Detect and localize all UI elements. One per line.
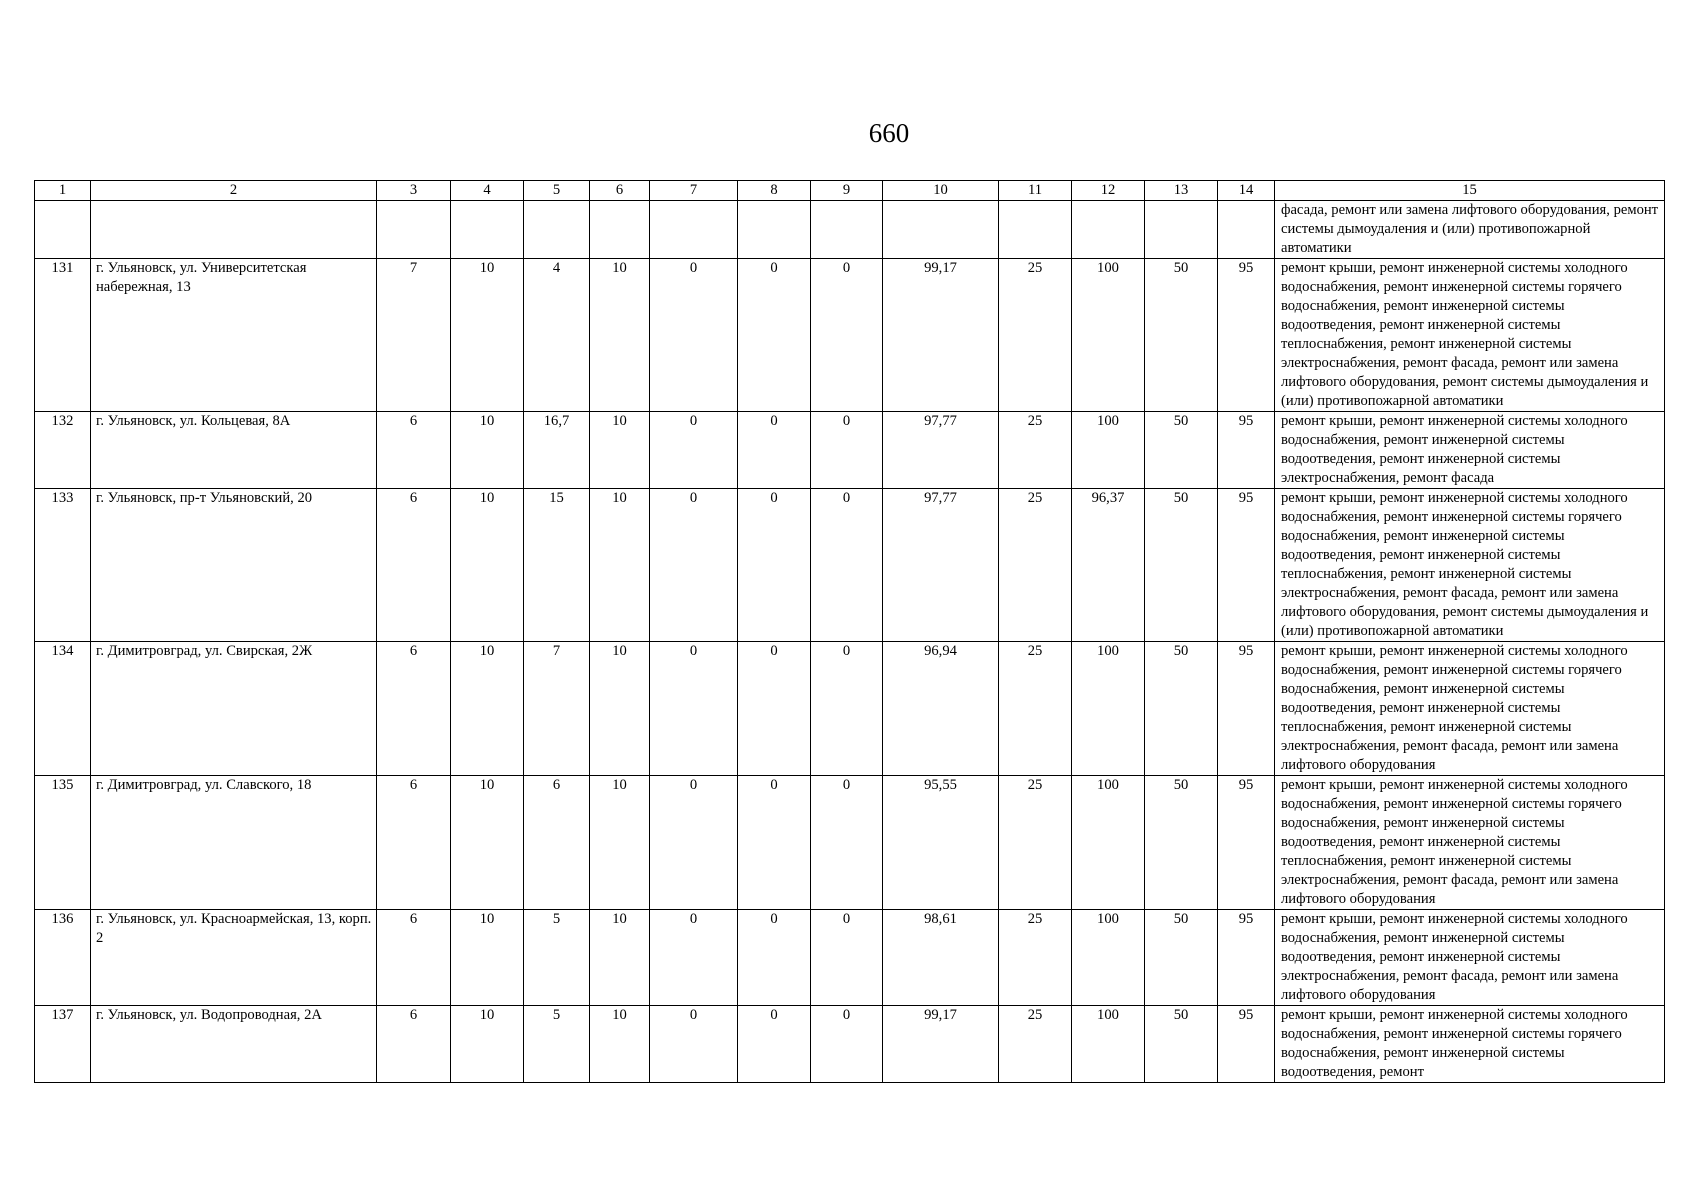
- works-cell: фасада, ремонт или замена лифтового оборудования, ремонт системы дымоудаления и (или) противопожарной автоматики: [1275, 201, 1665, 259]
- column-header: 3: [377, 181, 451, 201]
- value-cell-8: 0: [738, 489, 811, 642]
- value-cell-8: 0: [738, 412, 811, 489]
- address-cell: г. Ульяновск, ул. Кольцевая, 8А: [91, 412, 377, 489]
- value-cell-12: 100: [1072, 1006, 1145, 1083]
- value-cell-4: 10: [451, 1006, 524, 1083]
- value-cell-4: 10: [451, 776, 524, 910]
- row-number-cell: 133: [35, 489, 91, 642]
- table-row: [35, 642, 1665, 776]
- value-cell-7: 0: [650, 776, 738, 910]
- value-cell-8: 0: [738, 642, 811, 776]
- address-cell: г. Димитровград, ул. Свирская, 2Ж: [91, 642, 377, 776]
- value-cell-4: 10: [451, 259, 524, 412]
- value-cell-13: 50: [1145, 412, 1218, 489]
- value-cell-4: 10: [451, 642, 524, 776]
- value-cell-10: 99,17: [883, 1006, 999, 1083]
- works-cell: ремонт крыши, ремонт инженерной системы холодного водоснабжения, ремонт инженерной системы горячего водоснабжения, ремонт инженерной системы водоотведения, ремонт: [1275, 1006, 1665, 1083]
- value-cell-12: 100: [1072, 412, 1145, 489]
- column-header: 8: [738, 181, 811, 201]
- value-cell-14: 95: [1218, 412, 1275, 489]
- table-row: [35, 489, 1665, 642]
- row-number-cell: 136: [35, 910, 91, 1006]
- value-cell-14: 95: [1218, 1006, 1275, 1083]
- value-cell-11: 25: [999, 910, 1072, 1006]
- column-header: 6: [590, 181, 650, 201]
- value-cell-6: 10: [590, 1006, 650, 1083]
- value-cell-8: 0: [738, 259, 811, 412]
- column-number-row: [35, 181, 1665, 201]
- value-cell-14: 95: [1218, 489, 1275, 642]
- column-header: 7: [650, 181, 738, 201]
- table-row: [35, 910, 1665, 1006]
- value-cell-4: 10: [451, 489, 524, 642]
- address-cell: г. Ульяновск, пр-т Ульяновский, 20: [91, 489, 377, 642]
- value-cell-13: 50: [1145, 259, 1218, 412]
- value-cell-8: 0: [738, 776, 811, 910]
- column-header: 12: [1072, 181, 1145, 201]
- value-cell-10: 99,17: [883, 259, 999, 412]
- works-cell: ремонт крыши, ремонт инженерной системы холодного водоснабжения, ремонт инженерной системы горячего водоснабжения, ремонт инженерной системы водоотведения, ремонт инженерной системы теплоснабжения, ремонт инженерной системы электроснабжения, ремонт фасада, ремонт или замена лифтового оборудования: [1275, 642, 1665, 776]
- value-cell-4: 10: [451, 910, 524, 1006]
- value-cell-14: 95: [1218, 776, 1275, 910]
- row-number-cell: 132: [35, 412, 91, 489]
- column-header: 4: [451, 181, 524, 201]
- value-cell-13: 50: [1145, 776, 1218, 910]
- value-cell-3: 6: [377, 489, 451, 642]
- value-cell-6: 10: [590, 776, 650, 910]
- value-cell-7: 0: [650, 259, 738, 412]
- value-cell-9: 0: [811, 1006, 883, 1083]
- value-cell-7: 0: [650, 1006, 738, 1083]
- value-cell-10: 97,77: [883, 412, 999, 489]
- value-cell-13: 50: [1145, 1006, 1218, 1083]
- value-cell-8: 0: [738, 910, 811, 1006]
- value-cell-3: 7: [377, 259, 451, 412]
- value-cell-6: 10: [590, 489, 650, 642]
- value-cell-7: 0: [650, 910, 738, 1006]
- value-cell-12: 100: [1072, 776, 1145, 910]
- value-cell-5: 5: [524, 910, 590, 1006]
- column-header: 10: [883, 181, 999, 201]
- works-cell: ремонт крыши, ремонт инженерной системы холодного водоснабжения, ремонт инженерной системы горячего водоснабжения, ремонт инженерной системы водоотведения, ремонт инженерной системы теплоснабжения, ремонт инженерной системы электроснабжения, ремонт фасада, ремонт или замена лифтового оборудования, ремонт системы дымоудаления и (или) противопожарной автоматики: [1275, 489, 1665, 642]
- value-cell-10: 97,77: [883, 489, 999, 642]
- value-cell-10: 98,61: [883, 910, 999, 1006]
- value-cell-11: 25: [999, 259, 1072, 412]
- column-header: 1: [35, 181, 91, 201]
- value-cell-5: 16,7: [524, 412, 590, 489]
- value-cell-3: 6: [377, 412, 451, 489]
- works-cell: ремонт крыши, ремонт инженерной системы холодного водоснабжения, ремонт инженерной системы водоотведения, ремонт инженерной системы электроснабжения, ремонт фасада: [1275, 412, 1665, 489]
- value-cell-10: 96,94: [883, 642, 999, 776]
- value-cell-9: 0: [811, 910, 883, 1006]
- value-cell-5: 15: [524, 489, 590, 642]
- value-cell-3: 6: [377, 1006, 451, 1083]
- column-header: 2: [91, 181, 377, 201]
- value-cell-12: 100: [1072, 910, 1145, 1006]
- value-cell-10: 95,55: [883, 776, 999, 910]
- table-row: [35, 412, 1665, 489]
- table-row: [35, 259, 1665, 412]
- table-row: [35, 1006, 1665, 1083]
- column-header: 14: [1218, 181, 1275, 201]
- value-cell-9: 0: [811, 412, 883, 489]
- repair-program-table: [34, 180, 1665, 1083]
- row-number-cell: 137: [35, 1006, 91, 1083]
- value-cell-3: 6: [377, 776, 451, 910]
- value-cell-11: 25: [999, 1006, 1072, 1083]
- page-number: 660: [868, 118, 910, 148]
- value-cell-14: 95: [1218, 642, 1275, 776]
- value-cell-3: 6: [377, 642, 451, 776]
- value-cell-13: 50: [1145, 489, 1218, 642]
- value-cell-7: 0: [650, 412, 738, 489]
- address-cell: г. Димитровград, ул. Славского, 18: [91, 776, 377, 910]
- value-cell-14: 95: [1218, 259, 1275, 412]
- address-cell: г. Ульяновск, ул. Водопроводная, 2А: [91, 1006, 377, 1083]
- address-cell: г. Ульяновск, ул. Университетская набережная, 13: [91, 259, 377, 412]
- row-number-cell: 131: [35, 259, 91, 412]
- value-cell-9: 0: [811, 776, 883, 910]
- works-cell: ремонт крыши, ремонт инженерной системы холодного водоснабжения, ремонт инженерной системы горячего водоснабжения, ремонт инженерной системы водоотведения, ремонт инженерной системы теплоснабжения, ремонт инженерной системы электроснабжения, ремонт фасада, ремонт или замена лифтового оборудования: [1275, 776, 1665, 910]
- column-header: 9: [811, 181, 883, 201]
- value-cell-9: 0: [811, 259, 883, 412]
- value-cell-12: 100: [1072, 259, 1145, 412]
- value-cell-11: 25: [999, 489, 1072, 642]
- value-cell-11: 25: [999, 642, 1072, 776]
- value-cell-12: 96,37: [1072, 489, 1145, 642]
- value-cell-5: 5: [524, 1006, 590, 1083]
- value-cell-7: 0: [650, 489, 738, 642]
- table-row: [35, 776, 1665, 910]
- value-cell-13: 50: [1145, 642, 1218, 776]
- value-cell-6: 10: [590, 910, 650, 1006]
- row-number-cell: 134: [35, 642, 91, 776]
- column-header: 15: [1275, 181, 1665, 201]
- value-cell-11: 25: [999, 776, 1072, 910]
- value-cell-8: 0: [738, 1006, 811, 1083]
- value-cell-6: 10: [590, 412, 650, 489]
- value-cell-7: 0: [650, 642, 738, 776]
- value-cell-3: 6: [377, 910, 451, 1006]
- value-cell-5: 4: [524, 259, 590, 412]
- works-cell: ремонт крыши, ремонт инженерной системы холодного водоснабжения, ремонт инженерной системы горячего водоснабжения, ремонт инженерной системы водоотведения, ремонт инженерной системы теплоснабжения, ремонт инженерной системы электроснабжения, ремонт фасада, ремонт или замена лифтового оборудования, ремонт системы дымоудаления и (или) противопожарной автоматики: [1275, 259, 1665, 412]
- value-cell-5: 7: [524, 642, 590, 776]
- value-cell-13: 50: [1145, 910, 1218, 1006]
- value-cell-9: 0: [811, 642, 883, 776]
- value-cell-9: 0: [811, 489, 883, 642]
- continuation-row: [35, 201, 1665, 259]
- value-cell-6: 10: [590, 259, 650, 412]
- works-cell: ремонт крыши, ремонт инженерной системы холодного водоснабжения, ремонт инженерной системы водоотведения, ремонт инженерной системы электроснабжения, ремонт фасада, ремонт или замена лифтового оборудования: [1275, 910, 1665, 1006]
- address-cell: г. Ульяновск, ул. Красноармейская, 13, корп. 2: [91, 910, 377, 1006]
- value-cell-4: 10: [451, 412, 524, 489]
- value-cell-14: 95: [1218, 910, 1275, 1006]
- value-cell-11: 25: [999, 412, 1072, 489]
- value-cell-12: 100: [1072, 642, 1145, 776]
- column-header: 5: [524, 181, 590, 201]
- value-cell-6: 10: [590, 642, 650, 776]
- value-cell-5: 6: [524, 776, 590, 910]
- column-header: 13: [1145, 181, 1218, 201]
- row-number-cell: 135: [35, 776, 91, 910]
- column-header: 11: [999, 181, 1072, 201]
